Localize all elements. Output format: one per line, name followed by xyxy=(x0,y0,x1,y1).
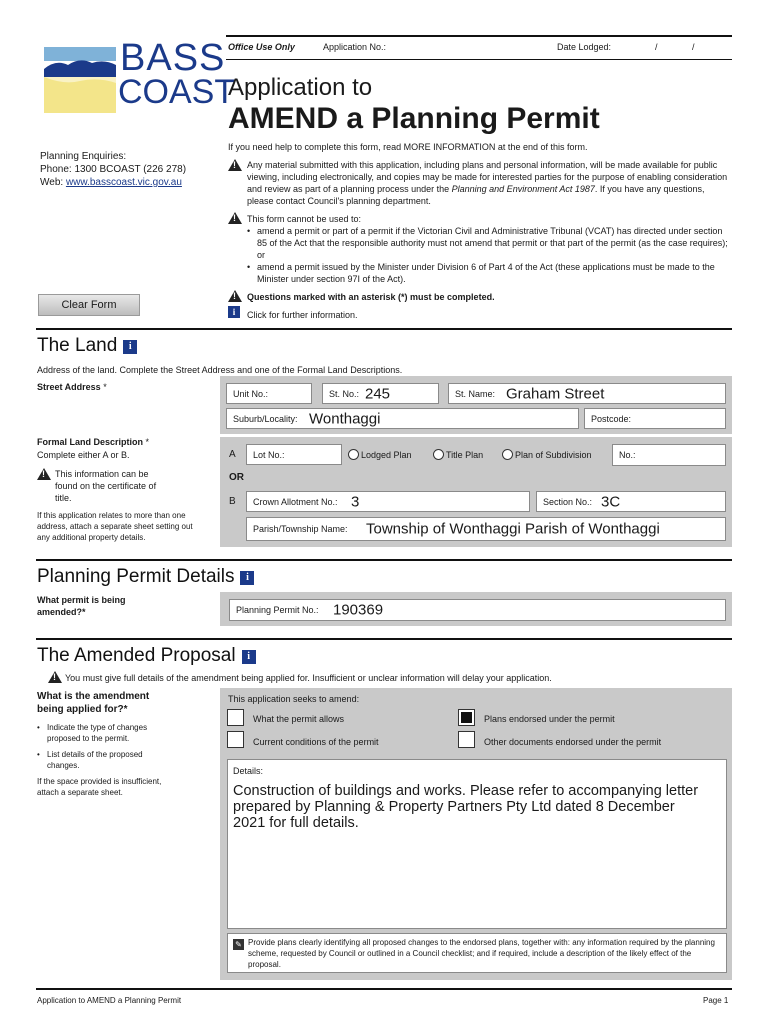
space-note: If the space provided is insufficient, attach a separate sheet. xyxy=(37,777,162,797)
click-info-text: Click for further information. xyxy=(247,310,358,320)
bass-coast-logo xyxy=(40,37,236,116)
contact-heading: Planning Enquiries: xyxy=(40,151,127,162)
lodged-plan-label: Lodged Plan xyxy=(361,450,412,460)
date-separator-1: / xyxy=(655,42,658,52)
street-name-label: St. Name: xyxy=(455,388,496,399)
street-name-value: Graham Street xyxy=(506,385,605,402)
street-name-field[interactable] xyxy=(448,383,726,404)
permit-no-label: Planning Permit No.: xyxy=(236,605,319,615)
parish-label: Parish/Township Name: xyxy=(253,524,348,534)
footer-page-number: Page 1 xyxy=(703,996,729,1005)
postcode-field[interactable] xyxy=(584,408,726,429)
street-address-text: Street Address xyxy=(37,382,101,392)
option-permit-allows: What the permit allows xyxy=(253,714,345,724)
act-name: Planning and Environment Act 1987 xyxy=(451,184,595,194)
amend-bullet-2: • List details of the proposed changes. xyxy=(37,750,143,770)
street-address-label xyxy=(37,381,107,393)
warning-icon xyxy=(228,157,242,175)
web-prefix: Web: xyxy=(40,177,66,188)
lot-no-label: Lot No.: xyxy=(253,449,285,460)
logo-word-bass: BASS xyxy=(120,37,226,79)
land-title-text: The Land xyxy=(37,335,118,356)
plan-subdivision-label: Plan of Subdivision xyxy=(515,450,592,460)
asterisk-note: Questions marked with an asterisk (*) must be completed. xyxy=(247,292,495,302)
permit-question: What permit is being amended?* xyxy=(37,595,126,617)
unit-no-field[interactable] xyxy=(226,383,312,404)
title-plan-radio[interactable] xyxy=(433,449,483,461)
details-value: Construction of buildings and works. Please refer to accompanying letter prepared by Planning & Property Partners Pty Ltd dated 8 December 2021 for full details. xyxy=(233,783,699,831)
notice1-text: Any material submitted with this application, including plans and personal information, will be made available for public viewing, including electronically, and copies may be made for interested parties for the purpose of enabling consideration and review as part of a planning process under the xyxy=(247,160,728,194)
warning-icon xyxy=(37,466,51,484)
seeks-label: This application seeks to amend: xyxy=(228,694,360,704)
permit-no-field[interactable] xyxy=(229,599,726,621)
option-other-documents: Other documents endorsed under the permit xyxy=(484,737,662,747)
or-label: OR xyxy=(229,472,244,483)
page-title-line1: Application to xyxy=(228,74,373,101)
plan-no-field[interactable] xyxy=(612,444,726,466)
crown-allotment-field[interactable] xyxy=(246,491,530,512)
option-a-label: A xyxy=(229,449,236,460)
logo-graphic xyxy=(44,41,116,113)
warning-icon xyxy=(228,288,242,306)
section-no-label: Section No.: xyxy=(543,496,593,507)
section-no-field[interactable] xyxy=(536,491,726,512)
clear-form-button[interactable]: Clear Form xyxy=(38,294,140,316)
suburb-label: Suburb/Locality: xyxy=(233,413,298,424)
checkbox-other-documents[interactable] xyxy=(458,731,475,748)
restriction-bullet-2: • amend a permit issued by the Minister under Division 6 of Part 4 of the Act (these applications must be made to the Minister under section 97I of the Act). xyxy=(247,262,715,284)
form-restriction-notice xyxy=(247,213,733,285)
details-label: Details: xyxy=(233,766,264,776)
date-separator-2: / xyxy=(692,42,695,52)
checkbox-plans-endorsed[interactable] xyxy=(458,709,475,726)
certificate-note: This information can be found on the certificate of title. xyxy=(55,469,157,503)
amend-bullet-1-text: Indicate the type of changes proposed to the permit. xyxy=(47,723,148,743)
restriction-heading: This form cannot be used to: xyxy=(247,214,362,224)
warning-icon xyxy=(48,669,62,687)
option-plans-endorsed: Plans endorsed under the permit xyxy=(484,714,615,724)
logo-word-coast: COAST xyxy=(118,73,236,111)
warning-icon xyxy=(228,210,242,228)
contact-web xyxy=(40,176,186,189)
permit-info-icon[interactable]: i xyxy=(240,571,254,585)
notice1-end: . If you have any questions, please contact Council's planning department. xyxy=(247,184,705,206)
required-asterisk: * xyxy=(103,382,107,392)
amend-bullet-2-text: List details of the proposed changes. xyxy=(47,750,143,770)
contact-phone: Phone: 1300 BCOAST (226 278) xyxy=(40,164,187,175)
option-conditions: Current conditions of the permit xyxy=(253,737,379,747)
suburb-value: Wonthaggi xyxy=(309,410,381,427)
unit-no-label: Unit No.: xyxy=(233,388,269,399)
street-no-field[interactable] xyxy=(322,383,439,404)
restriction-bullet-2-text: amend a permit issued by the Minister under Division 6 of Part 4 of the Act (these applications must be made to the Minister under section 97I of the Act). xyxy=(257,262,715,284)
amend-title-text: The Amended Proposal xyxy=(37,645,236,666)
permit-no-value: 190369 xyxy=(333,601,384,619)
option-b-label: B xyxy=(229,496,236,507)
info-icon[interactable]: i xyxy=(228,306,240,318)
plan-no-label: No.: xyxy=(619,450,636,460)
street-no-label: St. No.: xyxy=(329,388,360,399)
section-no-value: 3C xyxy=(601,493,621,510)
section-title-permit xyxy=(37,566,254,588)
footer-left: Application to AMEND a Planning Permit xyxy=(37,996,182,1005)
lot-no-field[interactable] xyxy=(246,444,342,465)
multi-address-note: If this application relates to more than one address, attach a separate sheet setting out any additional property details. xyxy=(37,511,193,542)
crown-allotment-value: 3 xyxy=(351,493,360,510)
suburb-field[interactable] xyxy=(226,408,579,429)
amend-question: What is the amendment being applied for?* xyxy=(37,691,150,715)
lodged-plan-radio-circle[interactable] xyxy=(348,449,359,460)
amend-bullet-1: • Indicate the type of changes proposed to the permit. xyxy=(37,723,148,743)
office-use-label: Office Use Only xyxy=(228,42,295,52)
pencil-icon: ✎ xyxy=(233,939,244,950)
title-plan-label: Title Plan xyxy=(446,450,484,460)
details-textarea[interactable] xyxy=(227,759,727,929)
page-title-line2: AMEND a Planning Permit xyxy=(228,102,600,135)
contact-block xyxy=(40,150,186,189)
help-text: If you need help to complete this form, read MORE INFORMATION at the end of this form. xyxy=(228,142,588,152)
title-plan-radio-circle[interactable] xyxy=(433,449,444,460)
plan-subdivision-radio[interactable] xyxy=(502,449,592,461)
formal-land-sub: Complete either A or B. xyxy=(37,450,130,460)
permit-title-text: Planning Permit Details xyxy=(37,566,235,587)
land-info-icon[interactable]: i xyxy=(123,340,137,354)
section-title-amend xyxy=(37,645,256,667)
parish-field[interactable] xyxy=(246,517,726,541)
restriction-bullet-1-text: amend a permit or part of a permit if the Victorian Civil and Administrative Tribunal (VCAT) has directed under section 85 of the Act that the responsible authority must not amend that permit or that part of the permit (as the case requires); or xyxy=(257,226,728,260)
amend-warning: You must give full details of the amendment being applied for. Insufficient or unclear information will delay your application. xyxy=(65,673,552,683)
plan-subdivision-radio-circle[interactable] xyxy=(502,449,513,460)
website-link[interactable]: www.basscoast.vic.gov.au xyxy=(65,177,182,188)
required-asterisk: * xyxy=(145,437,150,447)
formal-land-label xyxy=(37,436,149,448)
checkbox-conditions[interactable] xyxy=(227,731,244,748)
parish-value: Township of Wonthaggi Parish of Wonthaggi xyxy=(366,520,660,538)
amend-info-icon[interactable]: i xyxy=(242,650,256,664)
crown-allotment-label: Crown Allotment No.: xyxy=(253,496,338,507)
provide-plans-note: Provide plans clearly identifying all proposed changes to the endorsed plans, together with: any information required by the planning scheme, requested by Council or outlined in a Council checklist; and if required, include a description of the likely effect of the proposal. xyxy=(248,938,715,969)
formal-land-text: Formal Land Description xyxy=(37,437,144,447)
provide-plans-box xyxy=(227,933,727,973)
postcode-label: Postcode: xyxy=(591,413,632,424)
date-lodged-label: Date Lodged: xyxy=(557,42,612,52)
application-no-label: Application No.: xyxy=(323,42,387,52)
lodged-plan-radio[interactable] xyxy=(348,449,412,461)
section-title-land xyxy=(37,335,137,357)
restriction-bullet-1: • amend a permit or part of a permit if the Victorian Civil and Administrative Tribunal (VCAT) has directed under section 85 of the Act that the responsible authority must not amend that permit or that part of the permit (as the case requires); or xyxy=(247,226,728,260)
checkbox-permit-allows[interactable] xyxy=(227,709,244,726)
land-subtitle: Address of the land. Complete the Street Address and one of the Formal Land Descriptions. xyxy=(37,365,403,375)
street-no-value: 245 xyxy=(365,385,391,402)
public-viewing-notice xyxy=(247,159,733,207)
